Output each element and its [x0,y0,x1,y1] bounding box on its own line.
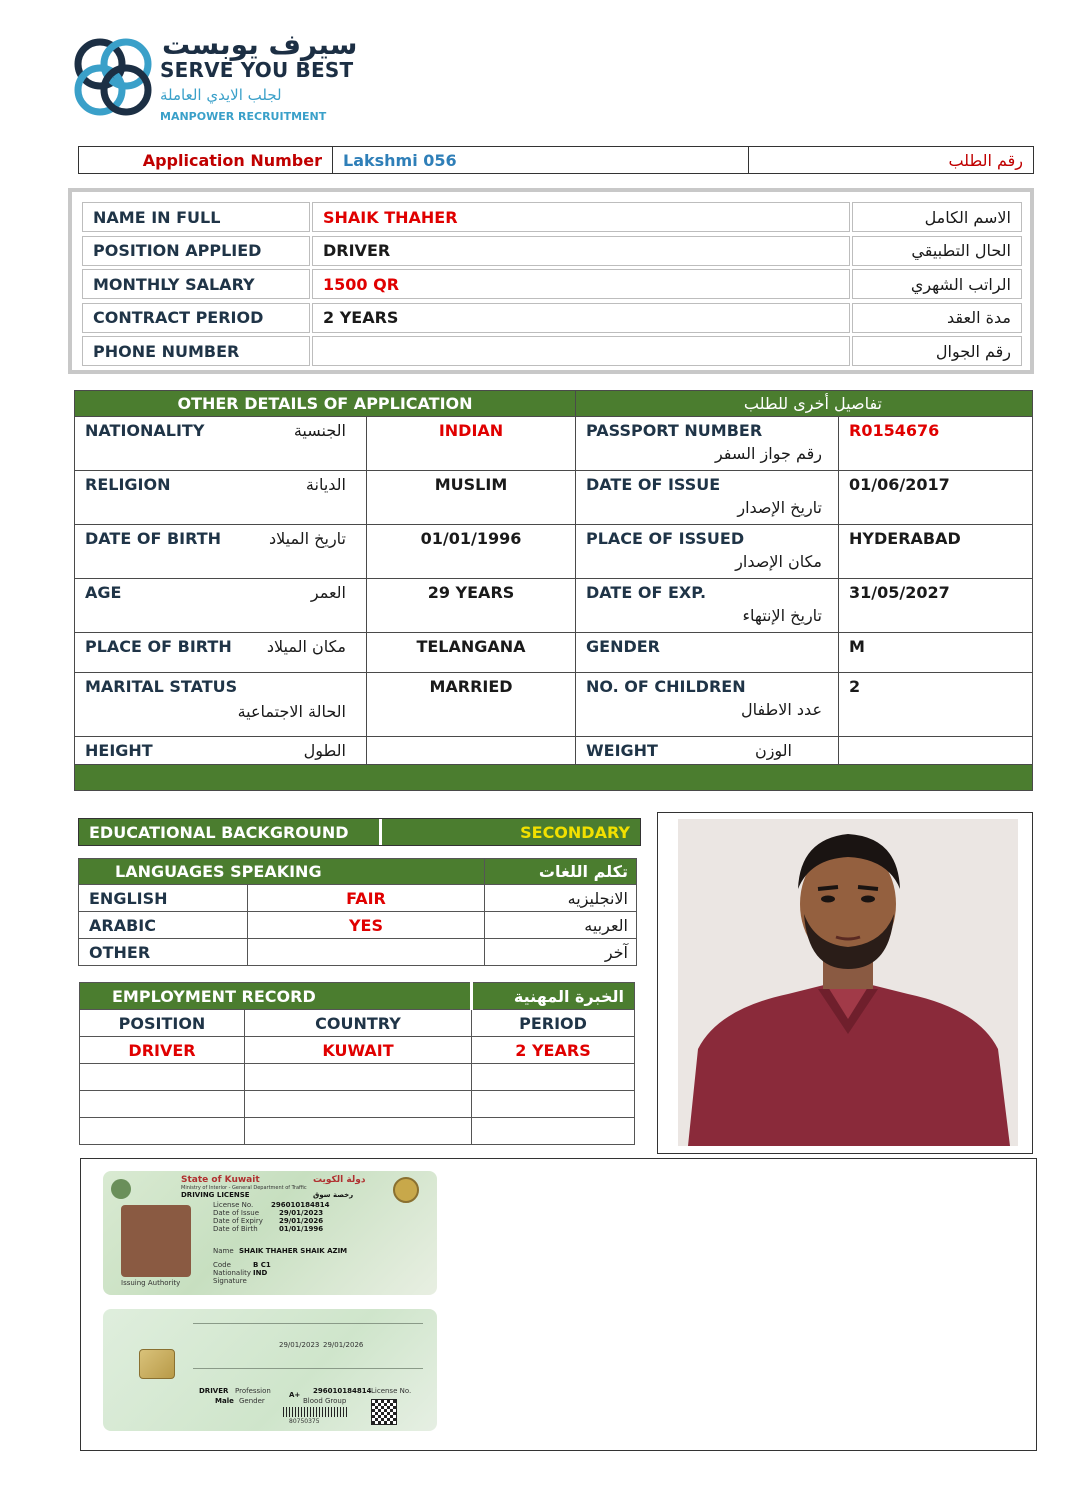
license-authority-label: Issuing Authority [121,1279,181,1287]
details-label2-ar: مكان الإصدار [735,552,822,571]
details-row [75,737,1033,765]
details-row [75,417,1033,471]
personal-info-block [68,188,1034,374]
application-number-label: Application Number [79,147,333,173]
personal-label: NAME IN FULL [82,202,310,232]
details-label-cell [75,417,367,471]
personal-label-ar: الراتب الشهري [852,269,1022,299]
employment-header-row [80,983,635,1010]
details-label: AGE [85,583,122,602]
language-name-ar: الانجليزيه [485,885,637,912]
details-value: MUSLIM [367,471,576,525]
details-value: 29 YEARS [367,579,576,633]
details-value2: 01/06/2017 [839,471,1033,525]
language-name-ar: العربيه [485,912,637,939]
traffic-seal-icon [393,1177,419,1203]
languages-header-ar: تكلم اللغات [485,859,637,885]
license-birth-label: Date of Birth [213,1225,258,1233]
personal-label-ar: الحال التطبيقي [852,236,1022,266]
license-expiry-label: Date of Expiry [213,1217,263,1225]
language-row [79,939,637,966]
license-name-label: Name [213,1247,234,1255]
employment-country: KUWAIT [245,1037,472,1064]
license-back-number-label: License No. [371,1387,412,1395]
personal-row [82,269,1022,299]
employment-column-headers [80,1010,635,1037]
license-name: SHAIK THAHER SHAIK AZIM [239,1247,348,1255]
personal-label: POSITION APPLIED [82,236,310,266]
details-label2-ar: الوزن [754,741,792,760]
details-label2-ar: تاريخ الإصدار [737,498,822,517]
license-nationality: IND [253,1269,268,1277]
application-number-row [78,146,1034,174]
personal-label-ar: مدة العقد [852,303,1022,333]
details-value2: 2 [839,673,1033,737]
license-state-en: State of Kuwait [181,1175,260,1185]
details-label-cell [75,525,367,579]
details-label2-cell [576,417,839,471]
license-back-number: 296010184814 [313,1387,372,1395]
personal-value: DRIVER [312,236,850,266]
employment-row [80,1037,635,1064]
details-label: DATE OF BIRTH [85,529,221,548]
language-level: FAIR [248,885,485,912]
employment-country [245,1064,472,1091]
employment-position [80,1091,245,1118]
logo-arabic-tagline: لجلب الايدي العاملة [160,86,282,104]
employment-period: 2 YEARS [472,1037,635,1064]
license-back-date2: 29/01/2026 [323,1341,364,1349]
application-number-value: Lakshmi 056 [333,147,749,173]
details-footer-bar [75,765,1033,791]
license-expiry: 29/01/2026 [279,1217,324,1225]
details-label: NATIONALITY [85,421,205,440]
employment-position [80,1118,245,1145]
details-label2-cell [576,579,839,633]
qr-code-icon [371,1399,397,1425]
details-row [75,633,1033,673]
details-label2-ar: رقم جواز السفر [714,444,822,463]
employment-period [472,1091,635,1118]
details-row [75,525,1033,579]
personal-value: 1500 QR [312,269,850,299]
education-label: EDUCATIONAL BACKGROUND [79,819,382,845]
license-issue-label: Date of Issue [213,1209,260,1217]
details-label2: PASSPORT NUMBER [586,421,763,440]
details-label-cell [75,579,367,633]
employment-header-ar: الخبرة المهنية [472,983,635,1010]
personal-row [82,336,1022,366]
languages-table [78,858,637,966]
license-back-profession: DRIVER [199,1387,229,1395]
details-value [367,737,576,765]
details-label2-cell [576,633,839,673]
details-label2: DATE OF ISSUE [586,475,721,494]
license-back-gender: Male [215,1397,234,1405]
details-label2: PLACE OF ISSUED [586,529,745,548]
personal-row [82,236,1022,266]
employment-country [245,1118,472,1145]
license-state-ar: دولة الكويت [313,1175,366,1185]
details-label-cell [75,673,367,737]
language-row [79,912,637,939]
license-back-card [103,1309,437,1431]
details-value2: R0154676 [839,417,1033,471]
details-row [75,579,1033,633]
details-label: RELIGION [85,475,171,494]
other-details-table [74,390,1033,791]
employment-row [80,1091,635,1118]
details-value: 01/01/1996 [367,525,576,579]
license-back-blood-label: Blood Group [303,1397,347,1405]
details-header-en: OTHER DETAILS OF APPLICATION [75,391,576,417]
license-back-profession-label: Profession [235,1387,271,1395]
license-front-card [103,1171,437,1295]
details-label2-ar: تاريخ الإنتهاء [742,606,822,625]
employment-table [79,982,635,1145]
details-label2-cell [576,673,839,737]
details-label-ar: تاريخ الميلاد [269,529,346,548]
col-country: COUNTRY [245,1010,472,1037]
license-issue: 29/01/2023 [279,1209,324,1217]
license-title-en: DRIVING LICENSE [181,1191,250,1199]
license-back-date1: 29/01/2023 [279,1341,320,1349]
application-number-label-ar: رقم الطلب [948,150,1023,170]
employment-row [80,1064,635,1091]
applicant-photo [678,819,1018,1146]
details-label2-cell [576,737,839,765]
language-name-ar: آخر [485,939,637,966]
details-value2: HYDERABAD [839,525,1033,579]
details-footer-cell [75,765,1033,791]
details-value: TELANGANA [367,633,576,673]
details-label-cell [75,633,367,673]
details-label-ar: الديانة [305,475,346,494]
logo-english-tagline: MANPOWER RECRUITMENT [160,110,327,123]
details-label: PLACE OF BIRTH [85,637,232,656]
personal-label: MONTHLY SALARY [82,269,310,299]
driving-license-frame [80,1158,1037,1451]
license-back-blood: A+ [289,1391,301,1399]
details-row [75,673,1033,737]
license-birth: 01/01/1996 [279,1225,324,1233]
details-label2: NO. OF CHILDREN [586,677,746,696]
details-label2-ar: عدد الاطفال [740,700,822,719]
language-row [79,885,637,912]
employment-row [80,1118,635,1145]
license-code: B C1 [253,1261,271,1269]
details-label2: WEIGHT [586,741,658,760]
details-value2: M [839,633,1033,673]
details-label-cell [75,737,367,765]
language-name: ARABIC [79,912,248,939]
license-back-gender-label: Gender [239,1397,265,1405]
company-logo [66,30,366,130]
details-label-ar: الحالة الاجتماعية [237,702,346,721]
details-label2-cell [576,471,839,525]
col-position: POSITION [80,1010,245,1037]
personal-label: CONTRACT PERIOD [82,303,310,333]
details-label-ar: الطول [303,741,346,760]
details-value: MARRIED [367,673,576,737]
applicant-photo-frame [657,812,1033,1154]
employment-position [80,1064,245,1091]
license-nationality-label: Nationality [213,1269,252,1277]
employment-period [472,1118,635,1145]
employment-period [472,1064,635,1091]
details-label-ar: مكان الميلاد [266,637,346,656]
language-level [248,939,485,966]
license-back-serial: 80750375 [289,1418,320,1425]
details-label: MARITAL STATUS [85,677,238,696]
details-label-ar: الجنسية [293,421,346,440]
details-row [75,471,1033,525]
license-ministry: Ministry of Interior - General Department of Traffic [181,1185,307,1191]
languages-header-en: LANGUAGES SPEAKING [79,859,485,885]
logo-arabic-name: سيرف يوبست [162,28,358,61]
knot-logo-icon [66,30,160,124]
languages-header-row [79,859,637,885]
license-no: 296010184814 [271,1201,330,1209]
personal-label-ar: الاسم الكامل [852,202,1022,232]
chip-icon [139,1349,175,1379]
employment-country [245,1091,472,1118]
details-label2-cell [576,525,839,579]
license-no-label: License No. [213,1201,254,1209]
education-row [78,818,641,846]
kuwait-emblem-icon [111,1179,131,1199]
employment-position: DRIVER [80,1037,245,1064]
col-period: PERIOD [472,1010,635,1037]
personal-value [312,336,850,366]
education-value: SECONDARY [382,819,640,845]
license-signature-label: Signature [213,1277,247,1285]
details-value2 [839,737,1033,765]
details-value2: 31/05/2027 [839,579,1033,633]
personal-row [82,303,1022,333]
details-label-ar: العمر [310,583,346,602]
language-level: YES [248,912,485,939]
license-code-label: Code [213,1261,231,1269]
personal-label-ar: رقم الجوال [852,336,1022,366]
logo-english-name: SERVE YOU BEST [160,58,354,82]
details-value: INDIAN [367,417,576,471]
personal-value: SHAIK THAHER [312,202,850,232]
personal-label: PHONE NUMBER [82,336,310,366]
barcode-icon [283,1407,347,1417]
license-title-ar: رخصة سوق [313,1191,354,1199]
details-label-cell [75,471,367,525]
details-label2: DATE OF EXP. [586,583,707,602]
personal-value: 2 YEARS [312,303,850,333]
details-label: HEIGHT [85,741,153,760]
details-header-ar: تفاصيل أخرى للطلب [576,391,1033,417]
details-header-row [75,391,1033,417]
employment-header-en: EMPLOYMENT RECORD [80,983,472,1010]
details-label2: GENDER [586,637,660,656]
license-photo [121,1205,191,1277]
language-name: ENGLISH [79,885,248,912]
personal-row [82,202,1022,232]
language-name: OTHER [79,939,248,966]
